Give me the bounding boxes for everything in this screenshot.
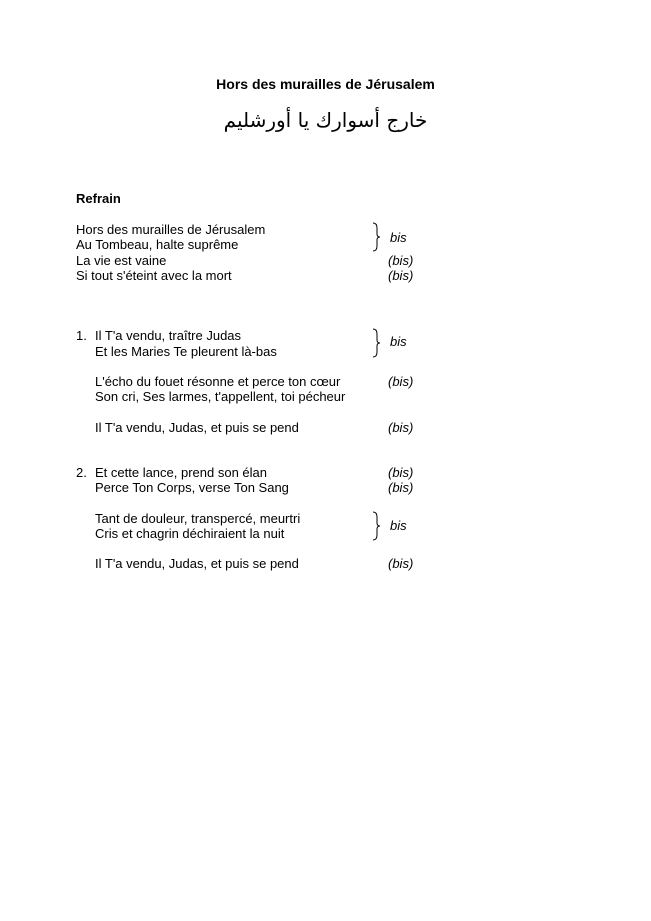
refrain-line-3: La vie est vaine bbox=[76, 253, 167, 268]
verse1-bis-5: (bis) bbox=[388, 420, 414, 435]
verse2-bis-2: (bis) bbox=[388, 480, 414, 495]
refrain-heading: Refrain bbox=[76, 191, 121, 206]
verse1-number: 1. bbox=[76, 328, 87, 343]
verse2-line-1: Et cette lance, prend son élan bbox=[95, 465, 268, 480]
song-subtitle-arabic: خارج أسوارك يا أورشليم bbox=[223, 108, 428, 132]
verse1-bis-brace: bis bbox=[390, 334, 407, 349]
verse1-line-4: Son cri, Ses larmes, t'appellent, toi pécheur bbox=[95, 389, 346, 404]
verse2-line-4: Cris et chagrin déchiraient la nuit bbox=[95, 526, 285, 541]
verse1-line-1: Il T'a vendu, traître Judas bbox=[95, 328, 242, 343]
refrain-line-2: Au Tombeau, halte suprême bbox=[76, 237, 239, 252]
verse1-line-2: Et les Maries Te pleurent là-bas bbox=[95, 344, 277, 359]
refrain-line-1: Hors des murailles de Jérusalem bbox=[76, 222, 266, 237]
verse2-line-2: Perce Ton Corps, verse Ton Sang bbox=[95, 480, 289, 495]
verse1-brace-icon bbox=[372, 328, 380, 358]
refrain-line-4: Si tout s'éteint avec la mort bbox=[76, 268, 232, 283]
verse1-line-5: Il T'a vendu, Judas, et puis se pend bbox=[95, 420, 299, 435]
verse2-bis-5: (bis) bbox=[388, 556, 414, 571]
verse1-line-3: L'écho du fouet résonne et perce ton cœur bbox=[95, 374, 341, 389]
verse2-line-5: Il T'a vendu, Judas, et puis se pend bbox=[95, 556, 299, 571]
verse2-line-3: Tant de douleur, transpercé, meurtri bbox=[95, 511, 301, 526]
verse2-bis-brace: bis bbox=[390, 518, 407, 533]
refrain-bis-4: (bis) bbox=[388, 268, 414, 283]
refrain-brace-icon bbox=[372, 222, 380, 252]
refrain-bis-brace: bis bbox=[390, 230, 407, 245]
song-title: Hors des murailles de Jérusalem bbox=[216, 76, 435, 92]
verse2-bis-1: (bis) bbox=[388, 465, 414, 480]
verse1-bis-3: (bis) bbox=[388, 374, 414, 389]
verse2-brace-icon bbox=[372, 511, 380, 541]
verse2-number: 2. bbox=[76, 465, 87, 480]
refrain-bis-3: (bis) bbox=[388, 253, 414, 268]
